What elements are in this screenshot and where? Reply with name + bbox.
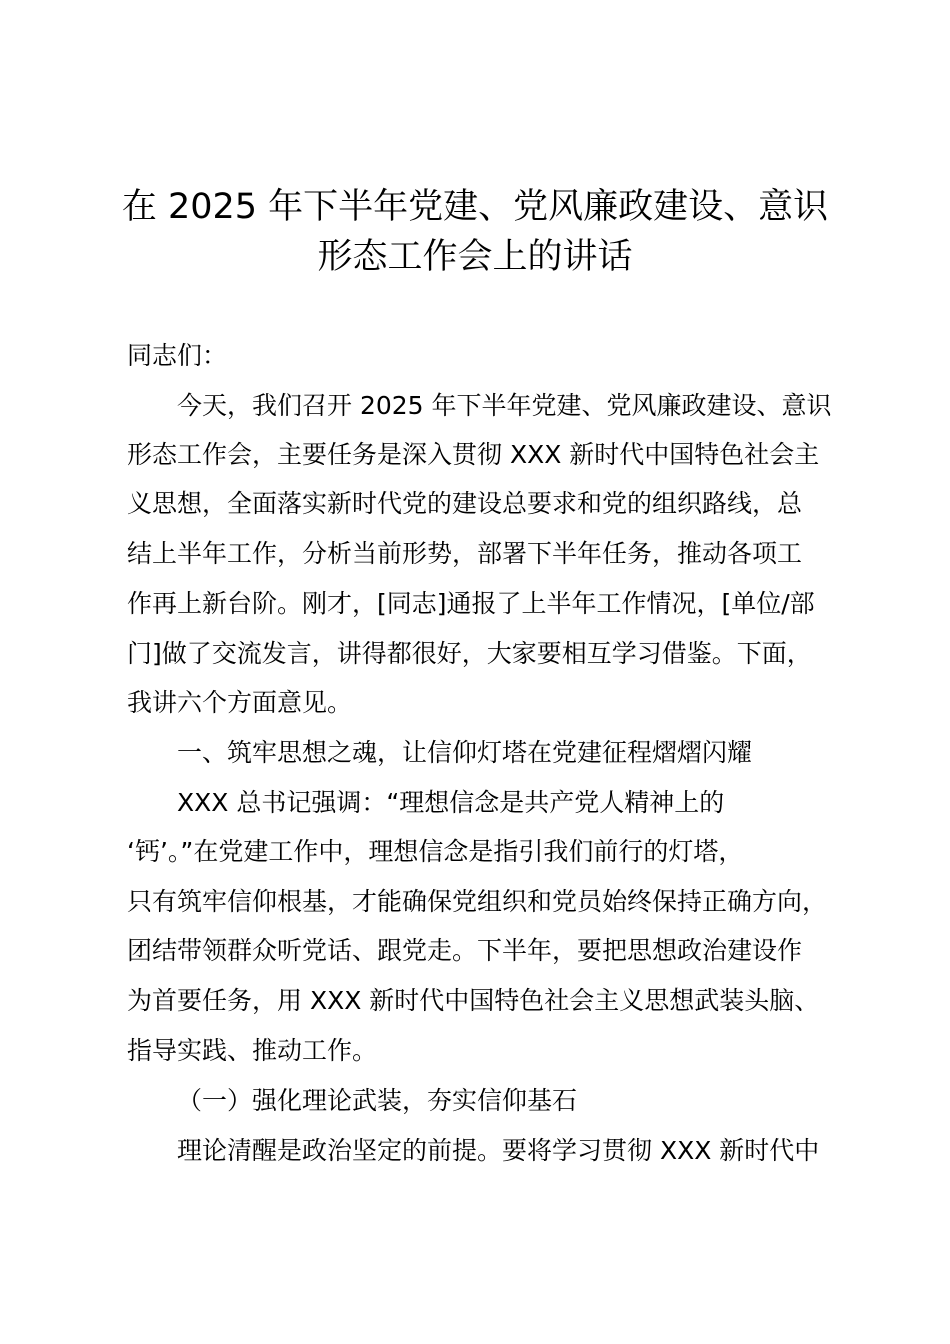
body-line-2: 形态工作会，主要任务是深入贯彻 XXX 新时代中国特色社会主	[127, 440, 820, 469]
body-line-3: 义思想，全面落实新时代党的建设总要求和党的组织路线，总	[127, 489, 803, 518]
body-line-13: 为首要任务，用 XXX 新时代中国特色社会主义思想武装头脑、	[127, 986, 820, 1015]
section-heading-1: 一、筑牢思想之魂，让信仰灯塔在党建征程熠熠闪耀	[177, 738, 753, 767]
document-title-line-2: 形态工作会上的讲话	[317, 237, 633, 277]
body-line-12: 团结带领群众听党话、跟党走。下半年，要把思想政治建设作	[127, 936, 803, 965]
body-line-7: 我讲六个方面意见。	[127, 688, 353, 717]
body-line-5: 作再上新台阶。刚才，[同志]通报了上半年工作情况，[单位/部	[127, 589, 815, 618]
body-line-9: XXX 总书记强调：“理想信念是共产党人精神上的	[177, 788, 725, 817]
body-line-11: 只有筑牢信仰根基，才能确保党组织和党员始终保持正确方向，	[127, 887, 828, 916]
body-line-10: ‘钙’。”在党建工作中，理想信念是指引我们前行的灯塔，	[127, 837, 744, 866]
subsection-heading-1: （一）强化理论武装，夯实信仰基石	[177, 1086, 578, 1115]
body-line-1: 今天，我们召开 2025 年下半年党建、党风廉政建设、意识	[177, 391, 832, 420]
body-line-4: 结上半年工作，分析当前形势，部署下半年任务，推动各项工	[127, 539, 803, 568]
body-line-6: 门]做了交流发言，讲得都很好，大家要相互学习借鉴。下面，	[127, 639, 812, 668]
body-line-16: 理论清醒是政治坚定的前提。要将学习贯彻 XXX 新时代中	[177, 1136, 820, 1165]
document-title-line-1: 在 2025 年下半年党建、党风廉政建设、意识	[121, 187, 829, 227]
salutation: 同志们：	[127, 341, 228, 370]
body-line-14: 指导实践、推动工作。	[127, 1036, 378, 1065]
